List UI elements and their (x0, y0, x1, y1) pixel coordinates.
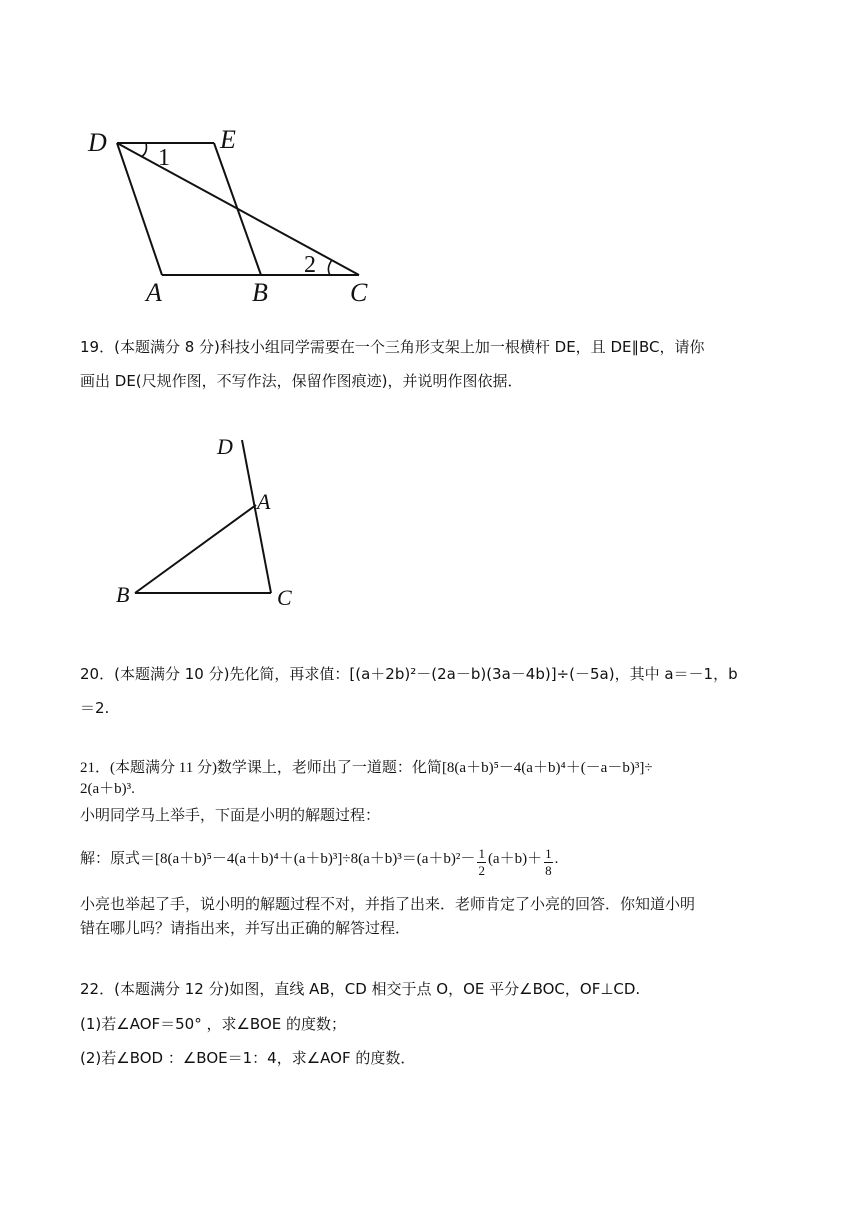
q20-line-1: 20．(本题满分 10 分)先化简，再求值：[(a＋2b)²－(2a－b)(3a－4b)]÷(－5a)，其中 a＝－1，b (80, 665, 738, 683)
label-a: A (257, 489, 271, 514)
q21-solution-expr: [8(a＋b)⁵－4(a＋b)⁴＋(a＋b)³]÷8(a＋b)³＝(a＋b)²－ (155, 851, 476, 867)
label-d: D (217, 434, 233, 459)
q21-line-1 (80, 757, 788, 779)
q19-line-1: 19．(本题满分 8 分)科技小组同学需要在一个三角形支架上加一根横杆 DE，且 DE∥BC，请你 (80, 338, 705, 356)
fraction-one-half (477, 846, 486, 879)
q21-line-5: 小亮也举起了手，说小明的解题过程不对，并指了出来．老师肯定了小亮的回答．你知道小明 (80, 895, 696, 913)
q20-line-2: ＝2. (80, 699, 110, 717)
q21-solution (80, 846, 788, 879)
segment-dc (117, 143, 359, 275)
q21-solution-mid: (a＋b)＋ (487, 851, 543, 867)
fraction-denominator: 2 (478, 863, 485, 878)
label-c: C (277, 585, 292, 610)
q21-expression: [8(a＋b)⁵－4(a＋b)⁴＋(－a－b)³]÷ (441, 760, 653, 776)
label-d: D (88, 128, 107, 157)
q21-line-2: 2(a＋b)³. (80, 781, 135, 797)
segment-dc (242, 440, 271, 593)
q21-line-6: 错在哪儿吗？请指出来，并写出正确的解答过程． (80, 919, 411, 937)
label-c: C (350, 278, 368, 307)
label-angle-1: 1 (158, 145, 170, 171)
q19-line-2: 画出 DE(尺规作图，不写作法，保留作图痕迹)，并说明作图依据． (80, 372, 523, 390)
q21-line-3: 小明同学马上举手，下面是小明的解题过程： (80, 806, 381, 824)
figure-parallelogram-svg (80, 120, 400, 310)
label-a: A (146, 278, 162, 307)
label-e: E (220, 125, 236, 154)
fraction-denominator: 8 (545, 863, 552, 878)
label-angle-2: 2 (304, 252, 316, 278)
q22-line-2: (1)若∠AOF＝50° ，求∠BOE 的度数； (80, 1015, 347, 1033)
q22-line-3: (2)若∠BOD ：∠BOE＝1：4，求∠AOF 的度数． (80, 1049, 416, 1067)
fraction-one-eighth (544, 846, 553, 879)
segment-ba (135, 505, 256, 593)
label-b: B (252, 278, 268, 307)
label-b: B (116, 582, 130, 607)
angle-1-arc (141, 143, 146, 157)
figure-triangle-svg (100, 425, 320, 615)
q22-line-1: 22．(本题满分 12 分)如图，直线 AB，CD 相交于点 O，OE 平分∠BOC，OF⊥CD. (80, 980, 641, 998)
angle-2-arc (328, 260, 332, 275)
q21-solution-end: . (554, 851, 559, 867)
q21-solution-prefix: 解：原式＝ (80, 851, 156, 867)
figure-parallelogram (80, 120, 400, 310)
fraction-numerator: 1 (478, 846, 485, 861)
figure-triangle (100, 425, 320, 615)
q21-line-1-text: 21．(本题满分 11 分)数学课上，老师出了一道题：化简 (80, 760, 442, 776)
fraction-numerator: 1 (545, 846, 552, 861)
